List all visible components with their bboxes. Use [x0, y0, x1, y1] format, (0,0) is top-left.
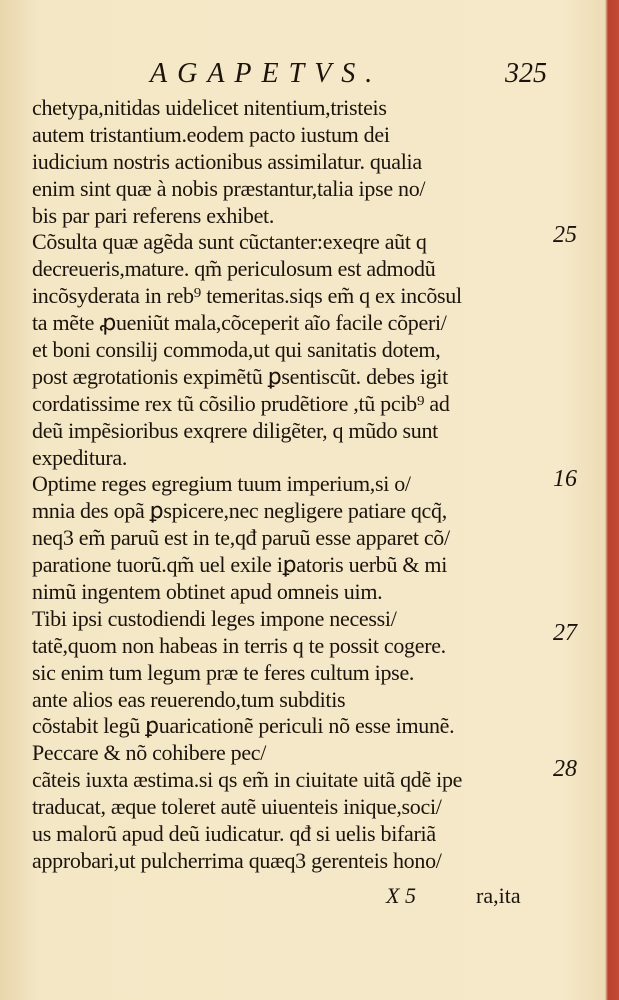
text-line: deũ impẽsioribus exqrere diligẽter, q mũdo sunt	[32, 417, 438, 443]
text-line: Peccare & nõ cohibere pec/	[32, 740, 267, 766]
signature-mark: X 5	[386, 883, 416, 908]
text-line: bis par pari referens exhibet.	[32, 202, 275, 228]
margin-note: 28	[553, 756, 577, 782]
text-line: cõstabit legũ ꝑuaricationẽ periculi nõ esse imunẽ.	[32, 713, 455, 739]
text-line: nimũ ingentem obtinet apud omneis uim.	[32, 579, 383, 605]
margin-note: 16	[553, 466, 577, 492]
text-line: Cõsulta quæ agẽda sunt cũctanter:exeqre aũt q	[32, 229, 427, 255]
text-line: ta mẽte ꝓueniũt mala,cõceperit aĩo facile cõperi/	[32, 310, 447, 336]
running-title: AGAPETVS.	[150, 58, 383, 89]
text-line: tatẽ,quom non habeas in terris q te possit cogere.	[32, 632, 446, 658]
text-line: et boni consilij commoda,ut qui sanitatis dotem,	[32, 337, 441, 363]
text-line: incõsyderata in reb⁹ temeritas.siqs em̃ q ex incõsul	[32, 283, 462, 309]
page-header	[0, 58, 619, 98]
text-line: approbari,ut pulcherrima quæq3 gerenteis hono/	[32, 847, 442, 873]
text-line: enim sint quæ à nobis præstantur,talia ipse no/	[32, 175, 426, 201]
text-line: neq3 em̃ paruũ est in te,qđ paruũ esse apparet cõ/	[32, 525, 450, 551]
text-line: mnia des opã ꝑspicere,nec negligere patiare qcq̃,	[32, 498, 447, 524]
catchword: ra,ita	[476, 883, 521, 908]
text-line: traducat, æque toleret autẽ uiuenteis inique,soci/	[32, 794, 442, 820]
text-line: post ægrotationis expimẽtũ ꝑsentiscũt. debes igit	[32, 363, 448, 389]
text-line: chetypa,nitidas uidelicet nitentium,tristeis	[32, 95, 387, 120]
text-line: expeditura.	[32, 444, 128, 470]
text-line: Optime reges egregium tuum imperium,si o/	[32, 471, 411, 497]
text-line: decreueris,mature. qm̃ periculosum est admodũ	[32, 256, 436, 282]
text-line: us malorũ apud deũ iudicatur. qđ si uelis bifariã	[32, 821, 436, 847]
text-line: ante alios eas reuerendo,tum subditis	[32, 686, 346, 712]
margin-note: 27	[553, 620, 577, 646]
text-line: paratione tuorũ.qm̃ uel exile iꝑatoris uerbũ & mi	[32, 552, 448, 578]
body-text	[32, 95, 542, 875]
text-line: cordatissime rex tũ cõsilio prudẽtiore ,tũ pcib⁹ ad	[32, 390, 450, 416]
text-line: Tibi ipsi custodiendi leges impone necessi/	[32, 605, 397, 631]
text-line: iudicium nostris actionibus assimilatur. qualia	[32, 148, 422, 174]
page-number: 325	[505, 58, 547, 89]
margin-note: 25	[553, 222, 577, 248]
text-line: autem tristantium.eodem pacto iustum dei	[32, 121, 390, 147]
text-line: sic enim tum legum præ te feres cultum ipse.	[32, 659, 415, 685]
text-line: cãteis iuxta æstima.si qs em̃ in ciuitate uitã qdẽ ipe	[32, 767, 463, 793]
